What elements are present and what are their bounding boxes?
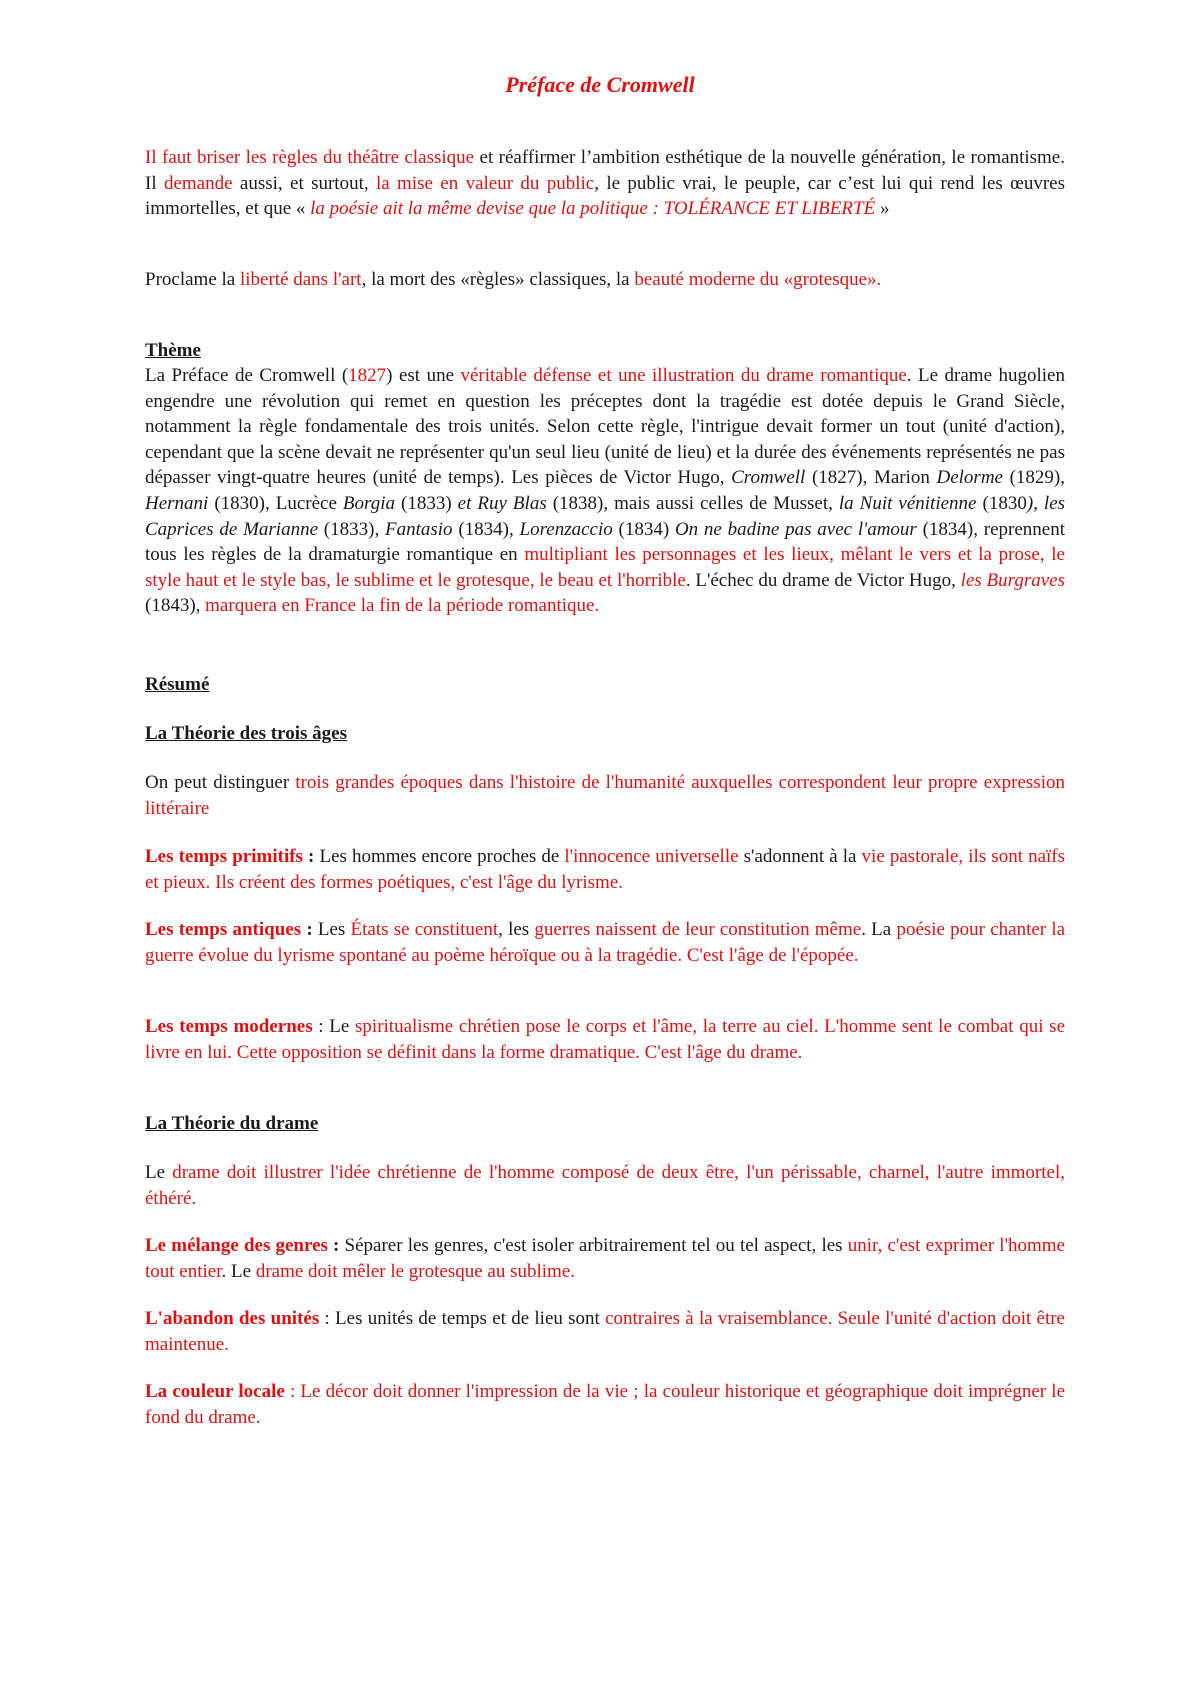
text-run: . Le: [221, 1260, 256, 1282]
text-run: Les temps primitifs: [145, 846, 303, 867]
text-run: : Le: [312, 1016, 356, 1037]
text-run: États se constituent: [350, 919, 499, 940]
text-run: .: [570, 1260, 576, 1282]
text-run: Hernani: [145, 492, 209, 514]
text-run: contraires à la vraisemblance. Seule l'unité d'action doit être maintenue.: [145, 1308, 1065, 1355]
text-run: marquera en France la fin de la période romantique: [205, 595, 595, 617]
text-run: la mise en valeur du public: [375, 172, 595, 194]
text-run: véritable défense et une illustration du drame romantique: [460, 365, 907, 386]
temps-primitifs-paragraph: [145, 844, 1065, 895]
text-run: (1833),: [318, 518, 385, 540]
proclame-paragraph: [145, 267, 1065, 293]
temps-modernes-paragraph: [145, 1014, 1065, 1065]
melange-genres-paragraph: [145, 1233, 1065, 1284]
text-run: drame doit mêler le grotesque au sublime: [255, 1260, 571, 1282]
text-run: L'abandon des unités: [145, 1308, 320, 1329]
text-run: ) est une: [386, 365, 461, 386]
text-run: les Burgraves: [960, 569, 1065, 591]
theme-heading: Thème: [145, 340, 201, 361]
text-run: (1833): [395, 492, 458, 514]
drame-intro-paragraph: [145, 1160, 1065, 1211]
text-run: Les: [317, 919, 351, 940]
text-run: (1834), reprennent tous les règles de la dramaturgie romantique en: [145, 518, 1066, 566]
intro-paragraph: [145, 145, 1065, 222]
text-run: .: [594, 595, 600, 617]
text-run: (1830: [976, 492, 1027, 514]
theme-paragraph: [145, 363, 1065, 619]
text-run: la Nuit vénitienne: [838, 492, 977, 514]
text-run: La couleur locale: [145, 1381, 285, 1402]
text-run: liberté dans l'art: [239, 269, 362, 290]
text-run: Proclame la: [145, 269, 240, 290]
text-run: La Préface de Cromwell (: [145, 365, 349, 386]
text-run: Lorenzaccio: [519, 518, 613, 540]
text-run: la poésie ait la même devise que la politique : TOLÉRANCE ET LIBERTÉ: [310, 198, 876, 220]
text-run: (1834),: [452, 518, 520, 540]
text-run: l'innocence universelle: [564, 846, 739, 867]
text-run: On peut distinguer: [145, 772, 296, 793]
text-run: (1834): [612, 518, 675, 540]
drame-heading: La Théorie du drame: [145, 1113, 319, 1134]
text-run: Le mélange des genres: [145, 1235, 328, 1256]
trois-ages-heading: La Théorie des trois âges: [145, 723, 347, 744]
text-run: :: [301, 919, 318, 940]
abandon-unites-paragraph: [145, 1306, 1065, 1357]
text-run: demande: [163, 172, 233, 194]
text-run: , le public vrai, le peuple, car c’est lui qui rend les œuvres immortelles, et que «: [145, 172, 1065, 220]
text-run: : Le décor doit donner l'impression de la vie ; la couleur historique et géographique doit imprégner le fond du drame.: [145, 1381, 1065, 1428]
text-run: »: [875, 198, 890, 220]
text-run: , la mort des «règles» classiques, la: [361, 269, 635, 290]
text-run: ), les Caprices de Marianne: [145, 492, 1066, 540]
text-run: Le: [145, 1162, 173, 1183]
text-run: :: [302, 846, 320, 867]
text-run: spiritualisme chrétien pose le corps et l'âme, la terre au ciel. L'homme sent le combat qui se livre en lui. Cette opposition se définit dans la forme dramatique. C'est l'âge du drame.: [145, 1016, 1066, 1063]
page-title: Préface de Cromwell: [505, 72, 695, 97]
text-run: poésie pour chanter la guerre évolue du lyrisme spontané au poème héroïque ou à la tragédie. C'est l'âge de l'épopée.: [145, 919, 1066, 966]
text-run: guerres naissent de leur constitution même: [534, 919, 862, 940]
text-run: Séparer les genres, c'est isoler arbitrairement tel ou tel aspect, les: [344, 1235, 848, 1256]
text-run: aussi, et surtout,: [232, 172, 376, 194]
text-run: , les: [498, 919, 535, 940]
text-run: .: [876, 269, 882, 290]
text-run: Les hommes encore proches de: [319, 846, 565, 867]
text-run: s'adonnent à la: [738, 846, 862, 867]
text-run: Delorme: [936, 467, 1003, 489]
text-run: : Les unités de temps et de lieu sont: [319, 1308, 606, 1329]
text-run: Il faut briser les règles du théâtre classique: [145, 147, 475, 168]
resume-heading: Résumé: [145, 674, 210, 695]
text-run: . La: [861, 919, 897, 940]
text-run: et Ruy Blas: [457, 492, 547, 514]
text-run: (1843),: [145, 595, 206, 617]
text-run: (1830), Lucrèce: [208, 492, 343, 514]
text-run: trois grandes époques dans l'histoire de l'humanité auxquelles correspondent leur propre expression littéraire: [145, 772, 1065, 819]
temps-antiques-paragraph: [145, 917, 1065, 968]
text-run: . Le drame hugolien engendre une révolution qui remet en question les préceptes dont la tragédie est dotée depuis le Grand Siècle, notamment la règle fondamentale des trois unités. Selon cette règle, l'intrigue devait former un tout (unité d'action), cependant que la scène devait ne représenter qu'un seul lieu (unité de lieu) et la durée des événements représentés ne pas dépasser vingt-quatre heures (unité de temps). Les pièces de Victor Hugo,: [145, 365, 1065, 489]
text-run: multipliant les personnages et les lieux, mêlant le vers et la prose, le style haut et le style bas, le sublime et le grotesque, le beau et l'horrible: [145, 544, 1065, 591]
text-run: On ne badine pas avec l'amour: [674, 518, 917, 540]
text-run: 1827: [348, 365, 387, 386]
text-run: Borgia: [342, 492, 395, 514]
text-run: Fantasio: [384, 518, 453, 540]
text-run: :: [327, 1235, 345, 1256]
text-run: et réaffirmer l’ambition esthétique de la nouvelle génération, le romantisme. Il: [145, 147, 1065, 194]
text-run: beauté moderne du «grotesque»: [634, 269, 877, 290]
text-run: Les temps modernes: [145, 1016, 313, 1037]
text-run: (1838), mais aussi celles de Musset,: [546, 492, 839, 514]
text-run: (1827), Marion: [805, 467, 937, 489]
text-run: . L'échec du drame de Victor Hugo,: [685, 569, 961, 591]
text-run: vie pastorale, ils sont naïfs et pieux. Ils créent des formes poétiques, c'est l'âge du lyrisme.: [145, 846, 1066, 893]
trois-ages-intro: [145, 770, 1065, 821]
text-run: unir, c'est exprimer l'homme tout entier: [145, 1235, 1065, 1282]
couleur-locale-paragraph: [145, 1379, 1065, 1430]
text-run: drame doit illustrer l'idée chrétienne de l'homme composé de deux être, l'un périssable, charnel, l'autre immortel, éthéré.: [145, 1162, 1065, 1209]
text-run: Cromwell: [731, 467, 806, 489]
text-run: Les temps antiques: [145, 919, 302, 940]
text-run: (1829),: [1002, 467, 1065, 489]
